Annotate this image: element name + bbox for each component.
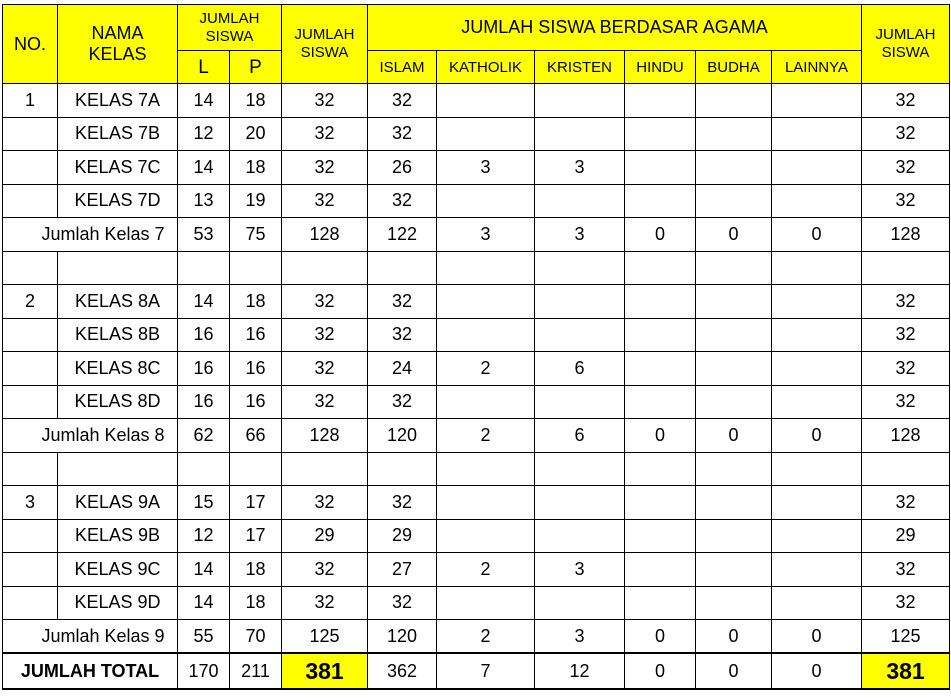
cell-l: 12 [178,519,230,553]
table-row [3,285,950,319]
grand-total-hindu: 0 [625,653,696,689]
cell-kristen [535,318,625,352]
class-name: KELAS 9D [58,586,178,620]
cell-lainnya [772,84,862,118]
grand-total-lainnya: 0 [772,653,862,689]
cell-lainnya [772,385,862,419]
table-row [3,117,950,151]
cell-lainnya [772,352,862,386]
grand-total-p: 211 [230,653,282,689]
cell-budha [696,184,772,218]
spacer-cell [282,452,368,486]
cell-lainnya [772,486,862,520]
header-lainnya: LAINNYA [772,51,862,84]
cell-kristen [535,586,625,620]
cell-p: 17 [230,519,282,553]
spacer-cell [437,251,535,285]
spacer-cell [282,251,368,285]
subtotal-label: Jumlah Kelas 7 [3,218,178,252]
cell-total: 32 [862,486,950,520]
cell-p: 18 [230,586,282,620]
spacer-cell [368,251,437,285]
spacer-row [3,251,950,285]
class-name: KELAS 7D [58,184,178,218]
spacer-cell [772,251,862,285]
cell-lainnya: 0 [772,218,862,252]
cell-p: 17 [230,486,282,520]
grand-total-katholik: 7 [437,653,535,689]
cell-p: 18 [230,553,282,587]
cell-jumlah: 32 [282,586,368,620]
cell-l: 13 [178,184,230,218]
subtotal-label: Jumlah Kelas 8 [3,419,178,453]
spacer-cell [3,452,58,486]
spacer-cell [862,251,950,285]
cell-lainnya [772,117,862,151]
cell-l: 16 [178,318,230,352]
class-name: KELAS 9B [58,519,178,553]
class-name: KELAS 8D [58,385,178,419]
grand-total-total: 381 [862,653,950,689]
cell-l: 14 [178,151,230,185]
cell-hindu [625,117,696,151]
cell-jumlah: 125 [282,620,368,654]
cell-l: 14 [178,285,230,319]
cell-kristen: 3 [535,151,625,185]
cell-jumlah: 32 [282,285,368,319]
header-agama-group: JUMLAH SISWA BERDASAR AGAMA [368,5,862,51]
cell-jumlah: 32 [282,352,368,386]
cell-katholik [437,117,535,151]
cell-budha [696,84,772,118]
cell-katholik [437,184,535,218]
table-row [3,184,950,218]
cell-l: 15 [178,486,230,520]
cell-katholik [437,318,535,352]
cell-jumlah: 29 [282,519,368,553]
spacer-cell [437,452,535,486]
cell-budha [696,352,772,386]
cell-l: 16 [178,385,230,419]
cell-islam: 32 [368,184,437,218]
cell-katholik: 3 [437,218,535,252]
cell-lainnya: 0 [772,419,862,453]
cell-budha [696,285,772,319]
cell-budha [696,385,772,419]
cell-hindu [625,184,696,218]
cell-kristen [535,385,625,419]
table-row [3,586,950,620]
row-number: 2 [3,285,58,319]
cell-hindu: 0 [625,419,696,453]
cell-islam: 120 [368,620,437,654]
cell-lainnya [772,519,862,553]
cell-p: 16 [230,352,282,386]
cell-jumlah: 32 [282,117,368,151]
row-number: 3 [3,486,58,520]
cell-katholik [437,285,535,319]
cell-hindu [625,385,696,419]
row-number [3,151,58,185]
header-katholik: KATHOLIK [437,51,535,84]
cell-kristen [535,519,625,553]
cell-p: 20 [230,117,282,151]
cell-hindu [625,486,696,520]
grand-total-l: 170 [178,653,230,689]
row-number [3,352,58,386]
cell-total: 128 [862,218,950,252]
cell-kristen: 3 [535,553,625,587]
class-name: KELAS 8C [58,352,178,386]
header-jumlah-siswa-end: JUMLAH SISWA [862,5,950,84]
cell-budha [696,586,772,620]
spacer-cell [696,452,772,486]
grand-total-label: JUMLAH TOTAL [3,653,178,689]
cell-islam: 26 [368,151,437,185]
spacer-cell [230,251,282,285]
cell-kristen [535,184,625,218]
cell-total: 32 [862,285,950,319]
cell-total: 32 [862,151,950,185]
student-religion-table [2,4,950,690]
table-row [3,352,950,386]
cell-lainnya [772,285,862,319]
table-row [3,84,950,118]
cell-hindu [625,352,696,386]
spacer-cell [178,452,230,486]
row-number [3,318,58,352]
cell-budha [696,117,772,151]
cell-l: 62 [178,419,230,453]
spacer-cell [535,452,625,486]
cell-katholik: 2 [437,352,535,386]
row-number [3,385,58,419]
cell-l: 14 [178,586,230,620]
cell-kristen [535,84,625,118]
cell-budha [696,553,772,587]
cell-islam: 32 [368,586,437,620]
cell-l: 14 [178,84,230,118]
cell-katholik: 2 [437,419,535,453]
grand-total-row [3,653,950,689]
cell-katholik [437,84,535,118]
cell-lainnya [772,184,862,218]
header-jumlah-siswa: JUMLAH SISWA [282,5,368,84]
cell-katholik: 2 [437,553,535,587]
cell-p: 19 [230,184,282,218]
table-row [3,385,950,419]
cell-islam: 32 [368,318,437,352]
cell-total: 29 [862,519,950,553]
cell-islam: 32 [368,385,437,419]
header-kristen: KRISTEN [535,51,625,84]
cell-l: 53 [178,218,230,252]
cell-katholik: 3 [437,151,535,185]
subtotal-row [3,218,950,252]
spacer-cell [58,251,178,285]
cell-lainnya [772,318,862,352]
spacer-cell [178,251,230,285]
cell-l: 14 [178,553,230,587]
class-name: KELAS 7B [58,117,178,151]
cell-p: 18 [230,84,282,118]
cell-total: 32 [862,385,950,419]
header-jumlah-siswa-lp: JUMLAH SISWA [178,5,282,51]
row-number [3,117,58,151]
cell-budha [696,318,772,352]
cell-katholik: 2 [437,620,535,654]
subtotal-label: Jumlah Kelas 9 [3,620,178,654]
cell-jumlah: 128 [282,218,368,252]
cell-kristen [535,486,625,520]
cell-islam: 32 [368,486,437,520]
cell-lainnya [772,553,862,587]
row-number [3,553,58,587]
spacer-cell [58,452,178,486]
cell-jumlah: 32 [282,486,368,520]
cell-hindu [625,586,696,620]
header-no: NO. [3,5,58,84]
table-row [3,553,950,587]
cell-islam: 29 [368,519,437,553]
cell-islam: 32 [368,84,437,118]
spacer-cell [772,452,862,486]
header-hindu: HINDU [625,51,696,84]
cell-jumlah: 32 [282,184,368,218]
row-number: 1 [3,84,58,118]
cell-islam: 122 [368,218,437,252]
spacer-cell [625,251,696,285]
class-name: KELAS 7C [58,151,178,185]
spacer-cell [625,452,696,486]
header-nama-kelas: NAMA KELAS [58,5,178,84]
cell-total: 32 [862,117,950,151]
header-row-1 [3,5,950,51]
header-l: L [178,51,230,84]
cell-p: 66 [230,419,282,453]
cell-kristen [535,117,625,151]
cell-l: 16 [178,352,230,386]
spacer-cell [368,452,437,486]
cell-hindu: 0 [625,620,696,654]
table-row [3,318,950,352]
subtotal-row [3,620,950,654]
cell-budha [696,519,772,553]
cell-kristen [535,285,625,319]
cell-budha: 0 [696,218,772,252]
cell-islam: 32 [368,285,437,319]
cell-total: 32 [862,184,950,218]
cell-p: 75 [230,218,282,252]
cell-hindu [625,84,696,118]
spacer-cell [230,452,282,486]
cell-katholik [437,586,535,620]
header-budha: BUDHA [696,51,772,84]
cell-islam: 120 [368,419,437,453]
cell-lainnya [772,151,862,185]
cell-hindu [625,519,696,553]
cell-lainnya [772,586,862,620]
cell-p: 18 [230,151,282,185]
class-name: KELAS 9C [58,553,178,587]
cell-islam: 32 [368,117,437,151]
cell-total: 125 [862,620,950,654]
row-number [3,184,58,218]
cell-total: 32 [862,318,950,352]
cell-islam: 24 [368,352,437,386]
cell-jumlah: 32 [282,385,368,419]
class-name: KELAS 8A [58,285,178,319]
cell-jumlah: 32 [282,553,368,587]
cell-jumlah: 32 [282,318,368,352]
cell-total: 128 [862,419,950,453]
spacer-cell [535,251,625,285]
class-name: KELAS 7A [58,84,178,118]
table-row [3,151,950,185]
cell-budha: 0 [696,620,772,654]
cell-hindu [625,553,696,587]
class-name: KELAS 9A [58,486,178,520]
cell-katholik [437,486,535,520]
row-number [3,519,58,553]
cell-total: 32 [862,352,950,386]
table-row [3,519,950,553]
class-name: KELAS 8B [58,318,178,352]
cell-katholik [437,519,535,553]
cell-budha: 0 [696,419,772,453]
grand-total-jumlah: 381 [282,653,368,689]
grand-total-budha: 0 [696,653,772,689]
spacer-cell [696,251,772,285]
cell-l: 55 [178,620,230,654]
header-islam: ISLAM [368,51,437,84]
cell-kristen: 6 [535,352,625,386]
header-p: P [230,51,282,84]
spacer-row [3,452,950,486]
cell-jumlah: 128 [282,419,368,453]
cell-hindu [625,285,696,319]
cell-kristen: 6 [535,419,625,453]
spacer-cell [862,452,950,486]
cell-hindu [625,151,696,185]
cell-lainnya: 0 [772,620,862,654]
spacer-cell [3,251,58,285]
cell-p: 70 [230,620,282,654]
grand-total-kristen: 12 [535,653,625,689]
cell-total: 32 [862,84,950,118]
subtotal-row [3,419,950,453]
cell-katholik [437,385,535,419]
cell-hindu: 0 [625,218,696,252]
cell-total: 32 [862,553,950,587]
grand-total-islam: 362 [368,653,437,689]
cell-kristen: 3 [535,218,625,252]
cell-total: 32 [862,586,950,620]
cell-jumlah: 32 [282,151,368,185]
cell-hindu [625,318,696,352]
cell-l: 12 [178,117,230,151]
row-number [3,586,58,620]
cell-islam: 27 [368,553,437,587]
cell-p: 16 [230,318,282,352]
cell-p: 16 [230,385,282,419]
table-row [3,486,950,520]
cell-budha [696,151,772,185]
cell-budha [696,486,772,520]
cell-jumlah: 32 [282,84,368,118]
cell-kristen: 3 [535,620,625,654]
cell-p: 18 [230,285,282,319]
